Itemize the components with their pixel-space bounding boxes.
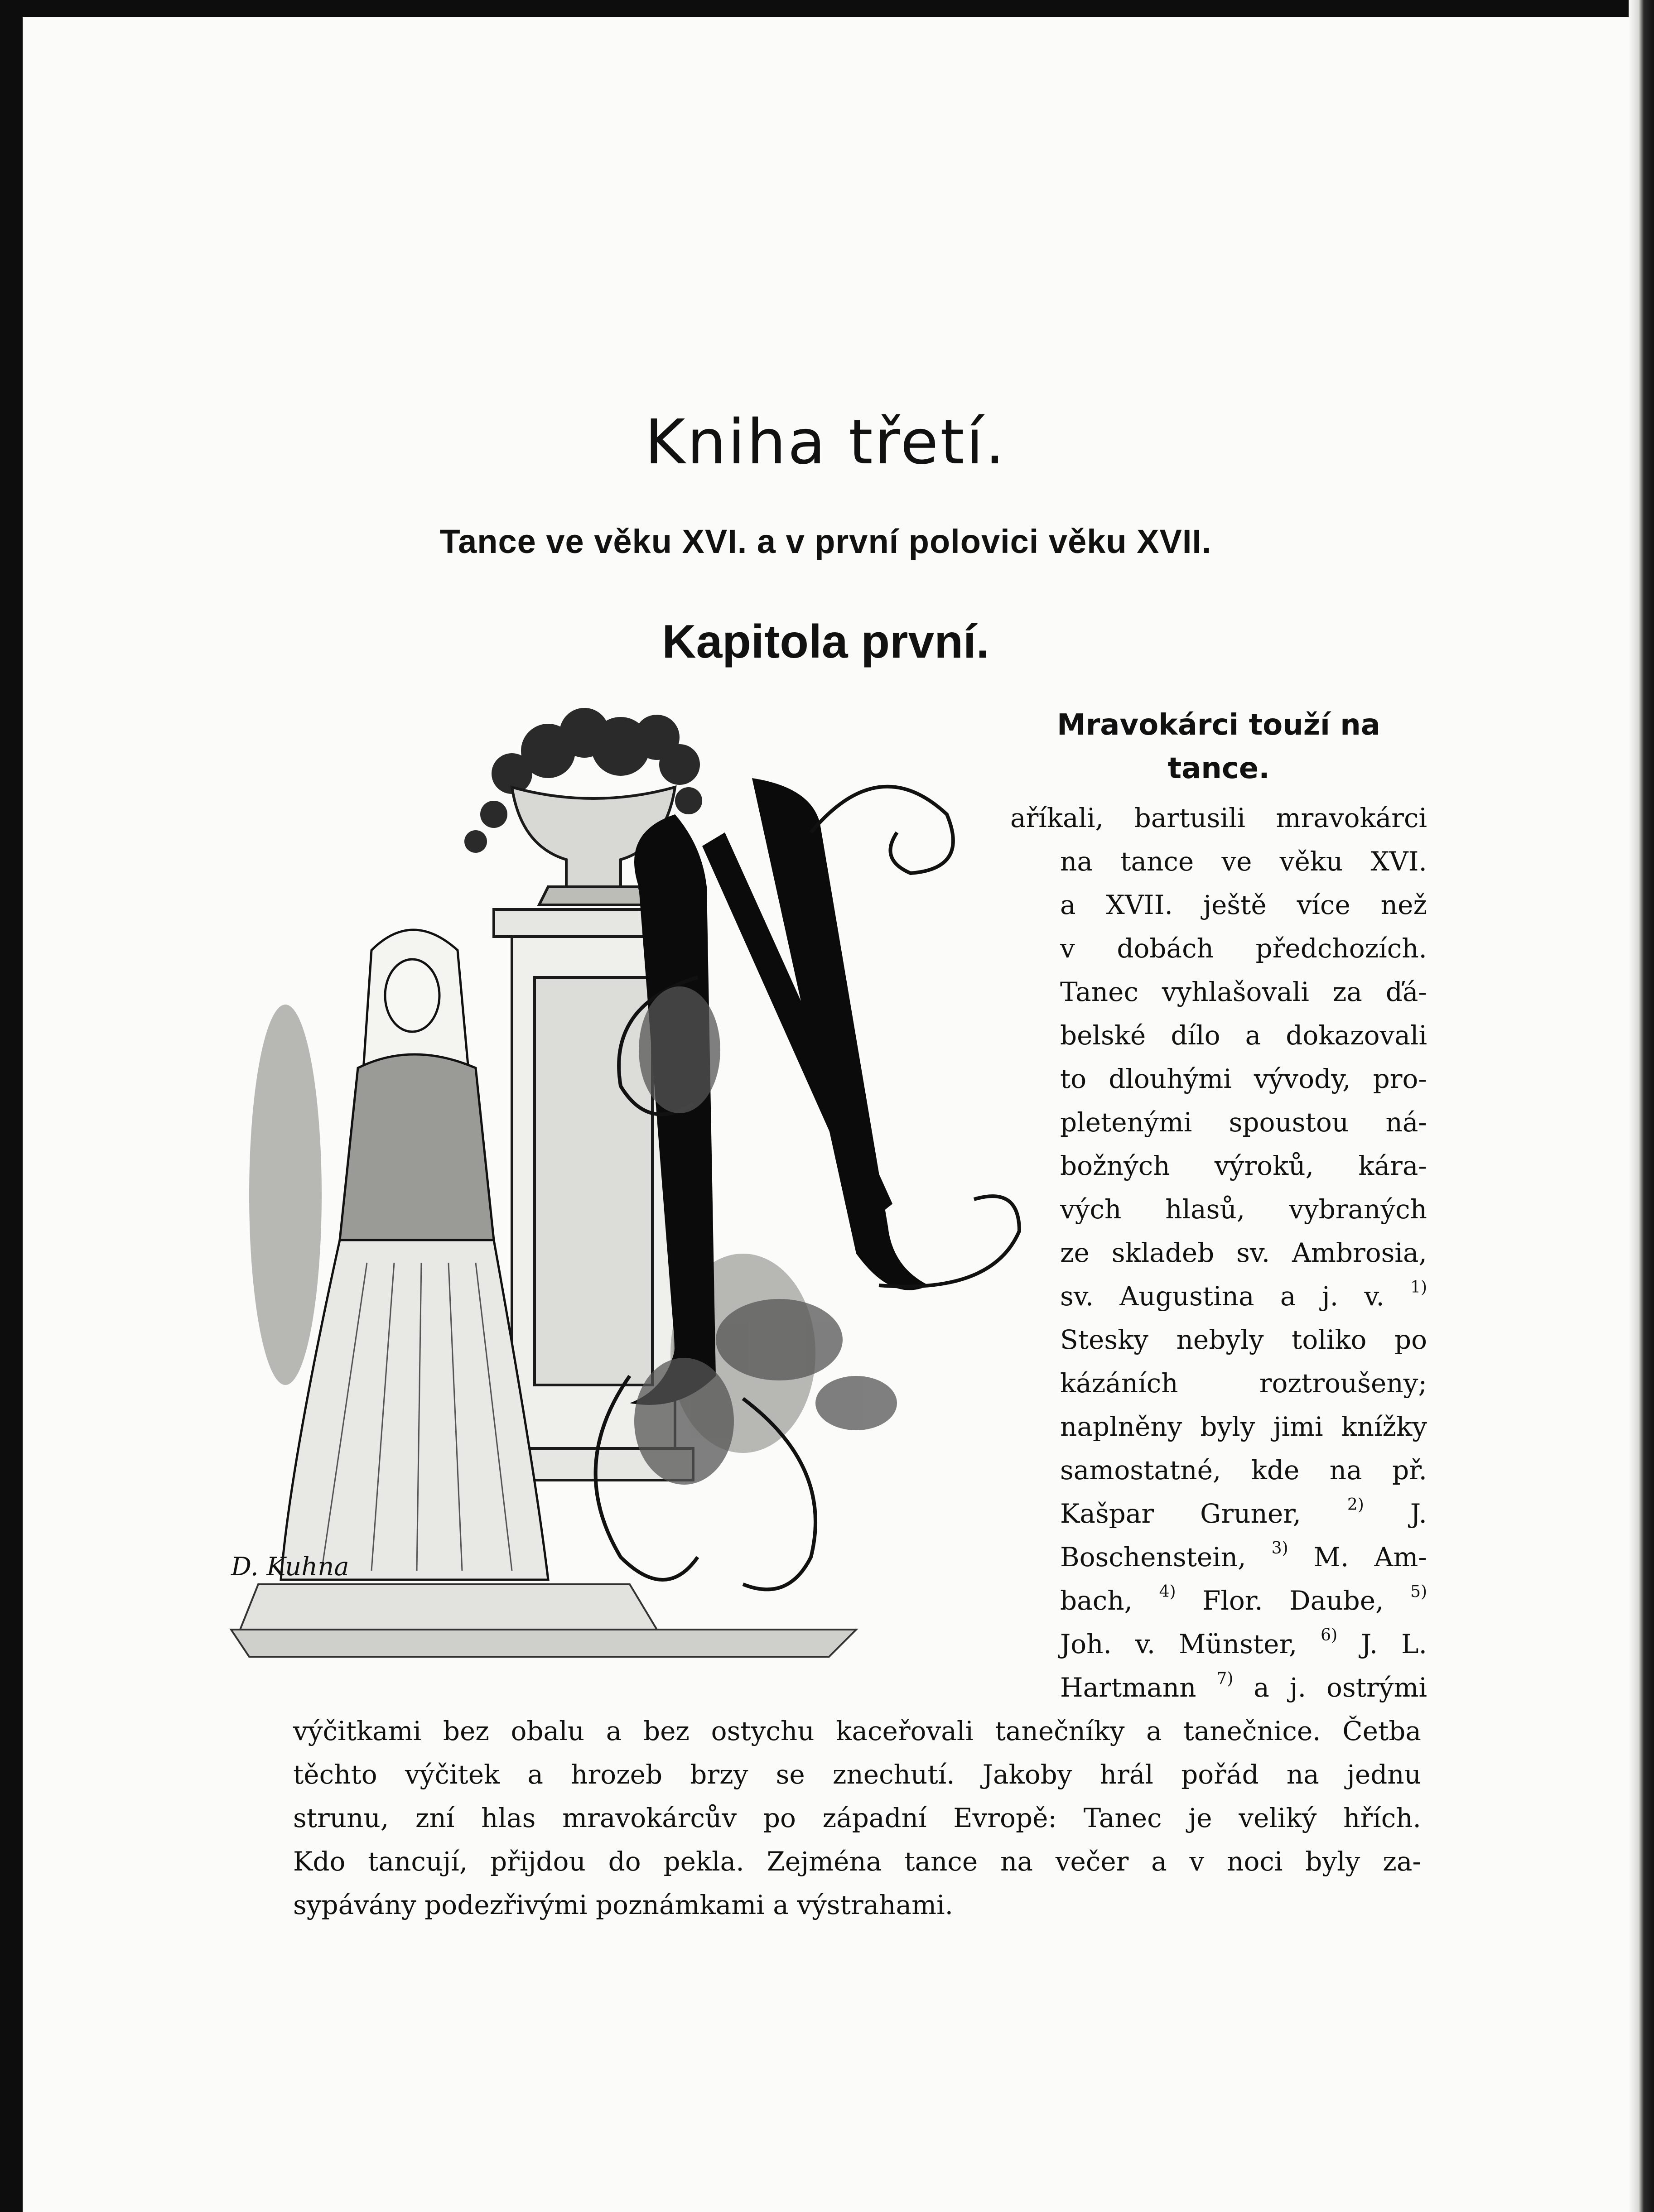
body-line: výčitkami bez obalu a bez ostychu kaceřovali tanečníky a tanečnice. Četba — [293, 1716, 1421, 1746]
body-line: strunu, zní hlas mravokárcův po západní Evropě: Tanec je veliký hřích. — [293, 1803, 1421, 1833]
column-line: Hartmann $^{7)}$ a j. ostrými — [1060, 1669, 1427, 1703]
ground-steps — [231, 1584, 856, 1657]
body-line: těchto výčitek a hrozeb brzy se znechutí. Jakoby hrál pořád na jednu — [293, 1759, 1421, 1790]
column-line: pletenými spoustou ná- — [1060, 1107, 1427, 1138]
body-line: sypávány podezřivými poznámkami a výstrahami. — [293, 1890, 954, 1920]
footnote-ref: 2) — [1347, 1496, 1364, 1514]
column-line: Stesky nebyly toliko po — [1060, 1324, 1427, 1355]
column-line: na tance ve věku XVI. — [1060, 846, 1427, 877]
column-line: vých hlasů, vybraných — [1060, 1194, 1427, 1225]
footnote-ref: 4) — [1159, 1582, 1176, 1601]
page-edge-shadow — [1629, 0, 1654, 2212]
column-line: belské dílo a dokazovali — [1060, 1020, 1427, 1051]
book-page — [23, 17, 1629, 2212]
column-line: ze skladeb sv. Ambrosia, — [1060, 1237, 1427, 1268]
column-line: to dlouhými vývody, pro- — [1060, 1063, 1427, 1094]
column-line: v dobách předchozích. — [1060, 933, 1427, 964]
footnote-ref: 7) — [1216, 1669, 1234, 1688]
book-subtitle: Tance ve věku XVI. a v první polovici věku XVII. — [439, 523, 1212, 560]
body-line: Kdo tancují, přijdou do pekla. Zejména tance na večer a v noci byly za- — [293, 1846, 1421, 1877]
chapter-illustration — [222, 697, 1092, 1684]
book-title: Kniha třetí. — [645, 407, 1007, 478]
column-line: Tanec vyhlašovali za ďá- — [1060, 976, 1427, 1007]
column-line: Boschenstein, $^{3)}$ M. Am- — [1060, 1539, 1427, 1572]
column-line: samostatné, kde na př. — [1060, 1455, 1427, 1486]
column-line: sv. Augustina a j. v. $^{1)}$ — [1060, 1278, 1427, 1312]
column-line: božných výroků, kára- — [1060, 1150, 1427, 1181]
column-line: naplněny byly jimi knížky — [1060, 1411, 1427, 1442]
column-line: Joh. v. Münster, $^{6)}$ J. L. — [1060, 1626, 1427, 1659]
column-line: bach, $^{4)}$ Flor. Daube, $^{5)}$ — [1060, 1582, 1427, 1616]
footnote-ref: 1) — [1410, 1278, 1427, 1297]
chapter-title: Kapitola první. — [662, 616, 989, 668]
section-heading: Mravokárci touží na tance. — [1057, 708, 1380, 785]
column-line: a XVII. ještě více než — [1060, 890, 1427, 920]
woman-figure — [281, 930, 548, 1580]
column-line: aříkali, bartusili mravokárci — [1010, 803, 1427, 833]
artist-signature: D. Kuhna — [231, 1552, 349, 1582]
footnote-ref: 6) — [1321, 1626, 1338, 1645]
column-line: Kašpar Gruner, $^{2)}$ J. — [1060, 1496, 1427, 1529]
footnote-ref: 3) — [1271, 1539, 1288, 1558]
footnote-ref: 5) — [1410, 1582, 1427, 1601]
column-line: kázáních roztroušeny; — [1060, 1368, 1427, 1399]
